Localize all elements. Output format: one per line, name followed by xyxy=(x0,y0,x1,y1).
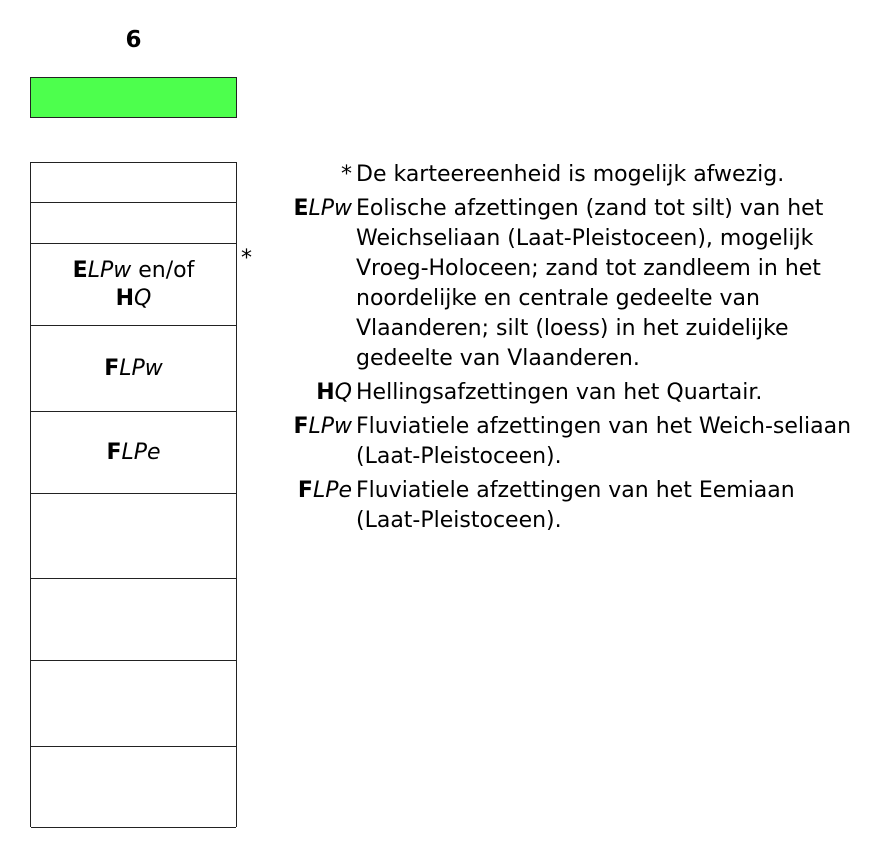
column-cell-6 xyxy=(31,495,236,579)
legend-text: Fluviatiele afzettingen van het Weich-seliaan (Laat-Pleistoceen). xyxy=(356,414,852,469)
cell-code-bold: F xyxy=(104,356,120,381)
legend-item-hq xyxy=(270,378,861,408)
legend-item-flpe xyxy=(270,476,861,536)
legend-code: FLPw xyxy=(293,414,352,439)
cell-code-italic: LPe xyxy=(121,440,161,465)
cell-code-italic: LPw xyxy=(119,356,163,381)
column-cell-2 xyxy=(31,204,236,244)
absence-marker: * xyxy=(241,246,252,271)
column-cell-1 xyxy=(31,163,236,203)
legend-code: HQ xyxy=(316,380,352,405)
legend-code: * xyxy=(341,162,352,187)
column-cell-9 xyxy=(31,748,236,828)
color-swatch xyxy=(30,77,237,118)
column-cell-flpe xyxy=(31,413,236,494)
cell-connector: en/of xyxy=(131,258,195,283)
cell-code-italic: LPw xyxy=(87,258,132,283)
legend xyxy=(270,160,861,540)
column-cell-flpw xyxy=(31,327,236,412)
legend-item-elpw xyxy=(270,194,861,374)
cell-code-italic: Q xyxy=(134,286,152,311)
cell-code-bold: F xyxy=(106,440,122,465)
legend-text: Eolische afzettingen (zand tot silt) van het Weichseliaan (Laat-Pleistoceen), mogelijk Vroeg-Holoceen; zand tot zandleem in het noordelijke en centrale gedeelte van Vlaanderen; silt (loess) in het zuidelijke gedeelte van Vlaanderen. xyxy=(356,196,824,371)
legend-item-flpw xyxy=(270,412,861,472)
column-cell-elpw-hq xyxy=(31,245,236,326)
legend-code: FLPe xyxy=(297,478,352,503)
legend-text: Hellingsafzettingen van het Quartair. xyxy=(356,380,763,405)
legend-code: ELPw xyxy=(293,196,352,221)
column-cell-8 xyxy=(31,662,236,747)
legend-text: De karteereenheid is mogelijk afwezig. xyxy=(356,162,785,187)
column-title: 6 xyxy=(125,27,142,53)
cell-code-bold: H xyxy=(115,286,135,311)
cell-code-bold: E xyxy=(72,258,88,283)
column-cell-7 xyxy=(31,580,236,661)
stratigraphic-column xyxy=(30,162,237,827)
legend-text: Fluviatiele afzettingen van het Eemiaan (Laat-Pleistoceen). xyxy=(356,478,795,533)
legend-item-star xyxy=(270,160,861,190)
